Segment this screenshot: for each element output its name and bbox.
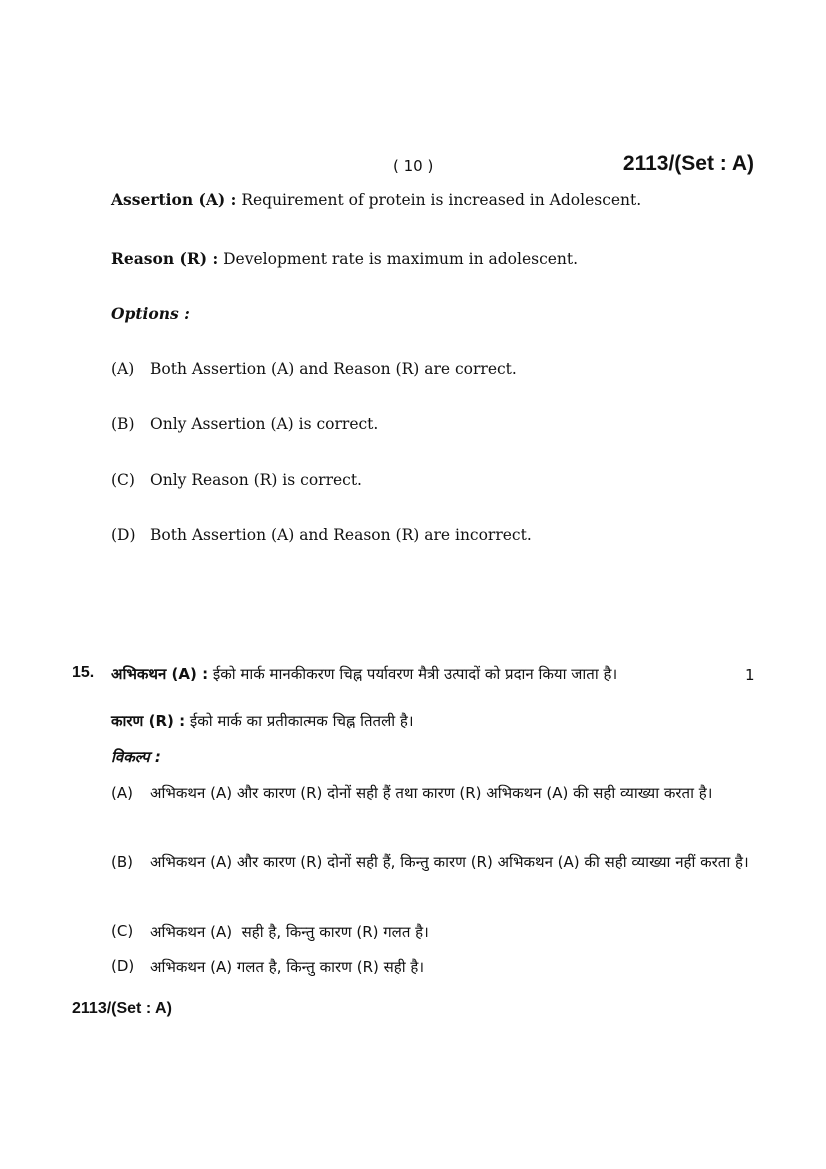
q15-reason-label: कारण (R) :: [111, 712, 186, 730]
option-label: (B): [111, 415, 135, 433]
q14-assertion: [111, 190, 641, 209]
option-label: (A): [111, 784, 133, 802]
option-label: (A): [111, 360, 135, 378]
q15-assertion-label: अभिकथन (A) :: [111, 665, 209, 683]
option-text: अभिकथन (A) और कारण (R) दोनों सही हैं तथा कारण (R) अभिकथन (A) की सही व्याख्या करता है।: [150, 784, 713, 802]
q15-reason-text: ईको मार्क का प्रतीकात्मक चिह्न तितली है।: [189, 712, 414, 730]
option-label: (D): [111, 957, 135, 975]
paper-code-footer: 2113/(Set : A): [72, 1000, 172, 1017]
q14-assertion-text: Requirement of protein is increased in Adolescent.: [241, 191, 642, 209]
option-text: Only Reason (R) is correct.: [150, 471, 362, 489]
option-label: (B): [111, 853, 133, 871]
page-number: ( 10 ): [393, 157, 434, 175]
option-text: Both Assertion (A) and Reason (R) are incorrect.: [150, 526, 532, 544]
option-text: Both Assertion (A) and Reason (R) are correct.: [150, 360, 517, 378]
option-text: अभिकथन (A) गलत है, किन्तु कारण (R) सही है।: [150, 958, 425, 976]
option-label: (C): [111, 922, 134, 940]
option-label: (D): [111, 526, 136, 544]
option-text: Only Assertion (A) is correct.: [150, 415, 379, 433]
q15-reason: [111, 711, 414, 731]
q15-options-label: विकल्प :: [111, 748, 161, 766]
option-text: अभिकथन (A) सही है, किन्तु कारण (R) गलत है।: [150, 923, 429, 941]
q14-reason: [111, 249, 578, 268]
q14-reason-label: Reason (R) :: [111, 249, 219, 268]
option-text: अभिकथन (A) और कारण (R) दोनों सही हैं, किन्तु कारण (R) अभिकथन (A) की सही व्याख्या नहीं करता है।: [150, 853, 749, 871]
option-label: (C): [111, 471, 135, 489]
q15-number: 15.: [72, 664, 95, 681]
q14-reason-text: Development rate is maximum in adolescent.: [223, 250, 579, 268]
paper-code-header: 2113/(Set : A): [622, 152, 754, 175]
q14-assertion-label: Assertion (A) :: [111, 190, 237, 209]
q15-assertion-text: ईको मार्क मानकीकरण चिह्न पर्यावरण मैत्री उत्पादों को प्रदान किया जाता है।: [212, 665, 618, 683]
q15-marks: 1: [745, 666, 755, 684]
q15-assertion: [111, 664, 617, 684]
q14-options-label: Options :: [111, 304, 190, 323]
